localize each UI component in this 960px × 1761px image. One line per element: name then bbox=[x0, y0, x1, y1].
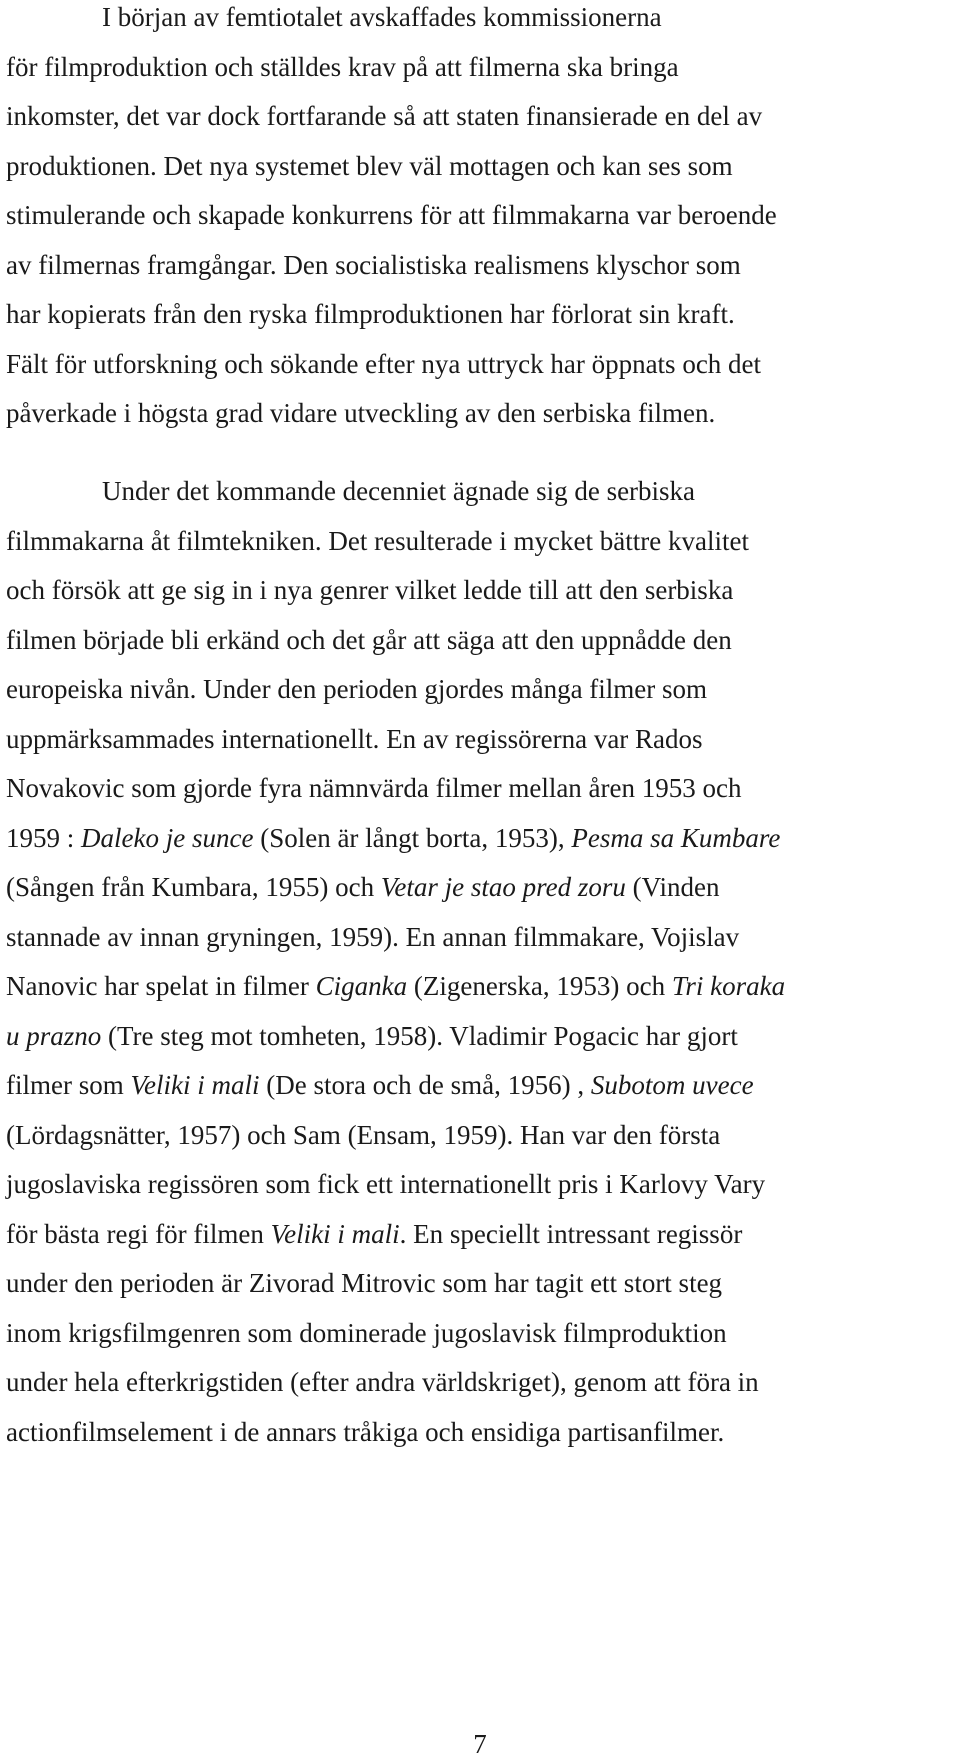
text-line: europeiska nivån. Under den perioden gjordes många filmer som bbox=[6, 674, 708, 704]
text-span: (Sången från Kumbara, 1955) och bbox=[6, 872, 381, 902]
text-line bbox=[6, 814, 785, 864]
text-line: uppmärksammades internationellt. En av regissörerna var Rados bbox=[6, 723, 703, 754]
text-line: jugoslaviska regissören som fick ett internationellt pris i Karlovy Vary bbox=[6, 1169, 766, 1199]
text-span: (Zigenerska, 1953) och bbox=[407, 971, 672, 1001]
text-span: (Solen är långt borta, 1953), bbox=[253, 822, 572, 853]
paragraph-film-technique bbox=[6, 467, 785, 1457]
film-title: Veliki i mali bbox=[270, 1218, 400, 1249]
text-line: inom krigsfilmgenren som dominerade jugoslavisk filmproduktion bbox=[6, 1317, 727, 1348]
film-title: Veliki i mali bbox=[130, 1070, 260, 1100]
text-line: I början av femtiotalet avskaffades kommissionerna bbox=[102, 2, 662, 32]
text-line: (Lördagsnätter, 1957) och Sam (Ensam, 1959). Han var den första bbox=[6, 1119, 721, 1150]
text-line bbox=[6, 1012, 785, 1062]
text-span: . En speciellt intressant regissör bbox=[399, 1218, 743, 1249]
text-line: påverkade i högsta grad vidare utveckling av den serbiska filmen. bbox=[6, 398, 716, 428]
text-span: för bästa regi för filmen bbox=[6, 1218, 271, 1249]
text-line: under den perioden är Zivorad Mitrovic som har tagit ett stort steg bbox=[6, 1268, 723, 1298]
text-span: 1959 : bbox=[6, 822, 82, 853]
text-line: inkomster, det var dock fortfarande så att staten finansierade en del av bbox=[6, 101, 763, 131]
text-line: actionfilmselement i de annars tråkiga och ensidiga partisanfilmer. bbox=[6, 1416, 725, 1447]
text-line: av filmernas framgångar. Den socialistiska realismens klyschor som bbox=[6, 249, 741, 280]
paragraph-film-production bbox=[6, 0, 777, 439]
film-title: Tri koraka bbox=[671, 971, 786, 1001]
text-line: filmmakarna åt filmtekniken. Det resulterade i mycket bättre kvalitet bbox=[6, 525, 749, 556]
text-line: produktionen. Det nya systemet blev väl mottagen och kan ses som bbox=[6, 150, 733, 181]
text-line bbox=[6, 1210, 785, 1260]
text-line: Fält för utforskning och sökande efter nya uttryck har öppnats och det bbox=[6, 348, 762, 379]
film-title: Vetar je stao pred zoru bbox=[380, 872, 626, 902]
text-span: (Vinden bbox=[625, 872, 720, 902]
text-line: för filmproduktion och ställdes krav på att filmerna ska bringa bbox=[6, 51, 679, 82]
page-number: 7 bbox=[473, 1729, 487, 1759]
text-line: stimulerande och skapade konkurrens för att filmmakarna var beroende bbox=[6, 200, 777, 230]
film-title: u prazno bbox=[6, 1020, 102, 1051]
text-line: Novakovic som gjorde fyra nämnvärda filmer mellan åren 1953 och bbox=[6, 773, 742, 803]
text-span: Nanovic har spelat in filmer bbox=[6, 971, 316, 1001]
text-line bbox=[6, 1061, 785, 1111]
text-line: under hela efterkrigstiden (efter andra världskriget), genom att föra in bbox=[6, 1367, 759, 1397]
text-span: (De stora och de små, 1956) , bbox=[259, 1070, 591, 1100]
film-title: Ciganka bbox=[315, 971, 408, 1001]
text-line: stannade av innan gryningen, 1959). En annan filmmakare, Vojislav bbox=[6, 921, 740, 952]
text-span: filmer som bbox=[6, 1070, 131, 1100]
text-line: Under det kommande decenniet ägnade sig de serbiska bbox=[102, 476, 696, 506]
text-line: och försök att ge sig in i nya genrer vilket ledde till att den serbiska bbox=[6, 575, 734, 605]
film-title: Subotom uvece bbox=[590, 1070, 754, 1100]
film-title: Daleko je sunce bbox=[81, 822, 254, 853]
text-line: filmen började bli erkänd och det går att säga att den uppnådde den bbox=[6, 624, 732, 655]
text-line bbox=[6, 863, 785, 913]
film-title: Pesma sa Kumbare bbox=[571, 822, 781, 853]
text-span: (Tre steg mot tomheten, 1958). Vladimir Pogacic har gjort bbox=[101, 1020, 738, 1051]
text-line bbox=[6, 962, 785, 1012]
text-line: har kopierats från den ryska filmproduktionen har förlorat sin kraft. bbox=[6, 299, 735, 329]
